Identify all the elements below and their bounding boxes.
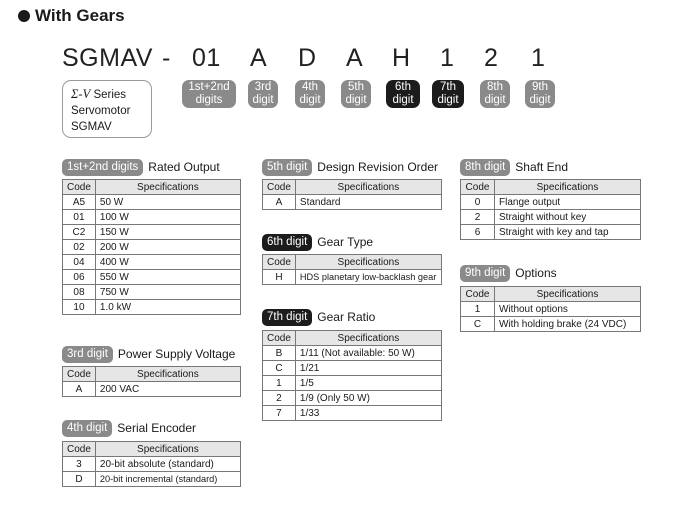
table-row [263,391,442,406]
code-cell: 06 [63,270,96,285]
digit-tag: 5th digit [262,159,312,176]
specifications-header: Specifications [95,442,240,457]
section-title-text: Power Supply Voltage [117,347,236,361]
section-title-gear-ratio [262,308,375,326]
table-row [263,346,442,361]
spec-cell: Straight without key [495,210,641,225]
spec-table-rated-output [62,179,241,315]
section-title-serial-encoder [62,419,196,437]
code-cell: A5 [63,195,96,210]
code-cell: 2 [263,391,296,406]
spec-cell: 200 W [95,240,240,255]
spec-cell: Without options [495,302,641,317]
section-title-text: Design Revision Order [317,160,438,174]
section-title-text: Rated Output [148,160,220,174]
table-header-row [263,255,442,270]
table-row [263,406,442,421]
model-digit: H [392,44,411,72]
spec-cell: 550 W [95,270,240,285]
code-cell: A [63,382,96,397]
model-dash: - [162,44,171,72]
spec-cell: 1/9 (Only 50 W) [295,391,441,406]
series-word: Series [93,89,127,101]
table-row [263,195,442,210]
spec-table-serial-encoder [62,441,241,487]
model-digit: A [346,44,364,72]
specifications-header: Specifications [295,180,441,195]
spec-table-options [460,286,641,332]
code-cell: 0 [461,195,495,210]
code-cell: 1 [461,302,495,317]
spec-cell: 750 W [95,285,240,300]
model-digit: 01 [192,44,221,72]
table-row [63,382,241,397]
section-title-options [460,264,557,282]
spec-cell: 20-bit absolute (standard) [95,457,240,472]
table-row [461,317,641,332]
section-title-text: Options [515,266,557,280]
table-row [63,457,241,472]
spec-cell: 1/11 (Not available: 50 W) [295,346,441,361]
table-header-row [263,180,442,195]
digit-tag: 6th digit [262,234,312,251]
digit-pill: 1st+2nd digits [182,80,236,108]
code-cell: 1 [263,376,296,391]
section-title-design-revision [262,158,438,176]
code-cell: 3 [63,457,96,472]
spec-cell: 1.0 kW [95,300,240,315]
table-row [63,300,241,315]
code-header: Code [63,180,96,195]
digit-tag: 7th digit [262,309,312,326]
spec-cell: 200 VAC [95,382,240,397]
code-header: Code [263,255,296,270]
spec-cell: 150 W [95,225,240,240]
model-series-code: SGMAV [62,44,153,72]
spec-cell: 100 W [95,210,240,225]
table-header-row [63,180,241,195]
specifications-header: Specifications [495,180,641,195]
spec-table-design-revision [262,179,442,210]
model-digit: A [250,44,268,72]
table-row [461,225,641,240]
series-line3: SGMAV [71,121,112,133]
model-digit: 1 [440,44,455,72]
table-row [63,240,241,255]
table-header-row [63,442,241,457]
digit-pill: 8th digit [480,80,510,108]
table-row [63,472,241,487]
code-cell: 7 [263,406,296,421]
section-title-gear-type [262,233,373,251]
sigma-v-symbol: Σ-V [71,87,91,101]
code-cell: C [263,361,296,376]
code-cell: C [461,317,495,332]
code-cell: 01 [63,210,96,225]
digit-pill: 9th digit [525,80,555,108]
specifications-header: Specifications [495,287,641,302]
digit-tag: 4th digit [62,420,112,437]
digit-tag: 9th digit [460,265,510,282]
spec-cell: 50 W [95,195,240,210]
section-title-text: Gear Ratio [317,310,376,324]
code-cell: B [263,346,296,361]
digit-pill: 5th digit [341,80,371,108]
table-row [63,195,241,210]
spec-cell: 400 W [95,255,240,270]
code-header: Code [63,367,96,382]
code-cell: D [63,472,96,487]
code-cell: 10 [63,300,96,315]
code-header: Code [461,287,495,302]
bullet-icon [18,10,30,22]
table-row [263,270,442,285]
specifications-header: Specifications [95,180,240,195]
model-digit: D [298,44,317,72]
code-cell: C2 [63,225,96,240]
code-cell: 2 [461,210,495,225]
spec-cell: HDS planetary low-backlash gear [295,270,441,285]
code-header: Code [263,331,296,346]
table-row [63,225,241,240]
digit-pill: 7th digit [432,80,464,108]
spec-cell: With holding brake (24 VDC) [495,317,641,332]
table-row [63,210,241,225]
table-row [461,302,641,317]
spec-cell: Flange output [495,195,641,210]
section-title-shaft-end [460,158,568,176]
code-header: Code [263,180,296,195]
spec-cell: 20-bit incremental (standard) [95,472,240,487]
spec-cell: 1/5 [295,376,441,391]
page-heading [18,6,125,26]
digit-tag: 8th digit [460,159,510,176]
table-row [63,255,241,270]
code-cell: 02 [63,240,96,255]
table-header-row [263,331,442,346]
spec-cell: 1/33 [295,406,441,421]
code-cell: A [263,195,296,210]
table-row [63,285,241,300]
code-cell: 04 [63,255,96,270]
model-digit: 1 [531,44,546,72]
section-title-rated-output [62,158,220,176]
specifications-header: Specifications [95,367,240,382]
table-header-row [461,180,641,195]
table-header-row [461,287,641,302]
digit-pill: 4th digit [295,80,325,108]
digit-pill: 3rd digit [248,80,278,108]
spec-cell: 1/21 [295,361,441,376]
specifications-header: Specifications [295,255,441,270]
code-header: Code [461,180,495,195]
spec-cell: Standard [295,195,441,210]
section-title-text: Gear Type [317,235,374,249]
digit-tag: 3rd digit [62,346,113,363]
code-cell: 6 [461,225,495,240]
series-info-box [62,80,152,138]
spec-table-shaft-end [460,179,641,240]
digit-pill: 6th digit [386,80,420,108]
spec-table-gear-ratio [262,330,442,421]
table-row [461,195,641,210]
spec-cell: Straight with key and tap [495,225,641,240]
digit-tag: 1st+2nd digits [62,159,143,176]
specifications-header: Specifications [295,331,441,346]
code-cell: H [263,270,296,285]
code-header: Code [63,442,96,457]
series-line2: Servomotor [71,105,131,117]
spec-table-gear-type [262,254,442,285]
table-row [263,361,442,376]
section-title-text: Serial Encoder [117,421,196,435]
table-header-row [63,367,241,382]
model-digit: 2 [484,44,499,72]
section-title-text: Shaft End [515,160,568,174]
heading-text: With Gears [35,6,125,25]
code-cell: 08 [63,285,96,300]
section-title-power-supply [62,345,235,363]
spec-table-power-supply [62,366,241,397]
table-row [63,270,241,285]
table-row [461,210,641,225]
table-row [263,376,442,391]
